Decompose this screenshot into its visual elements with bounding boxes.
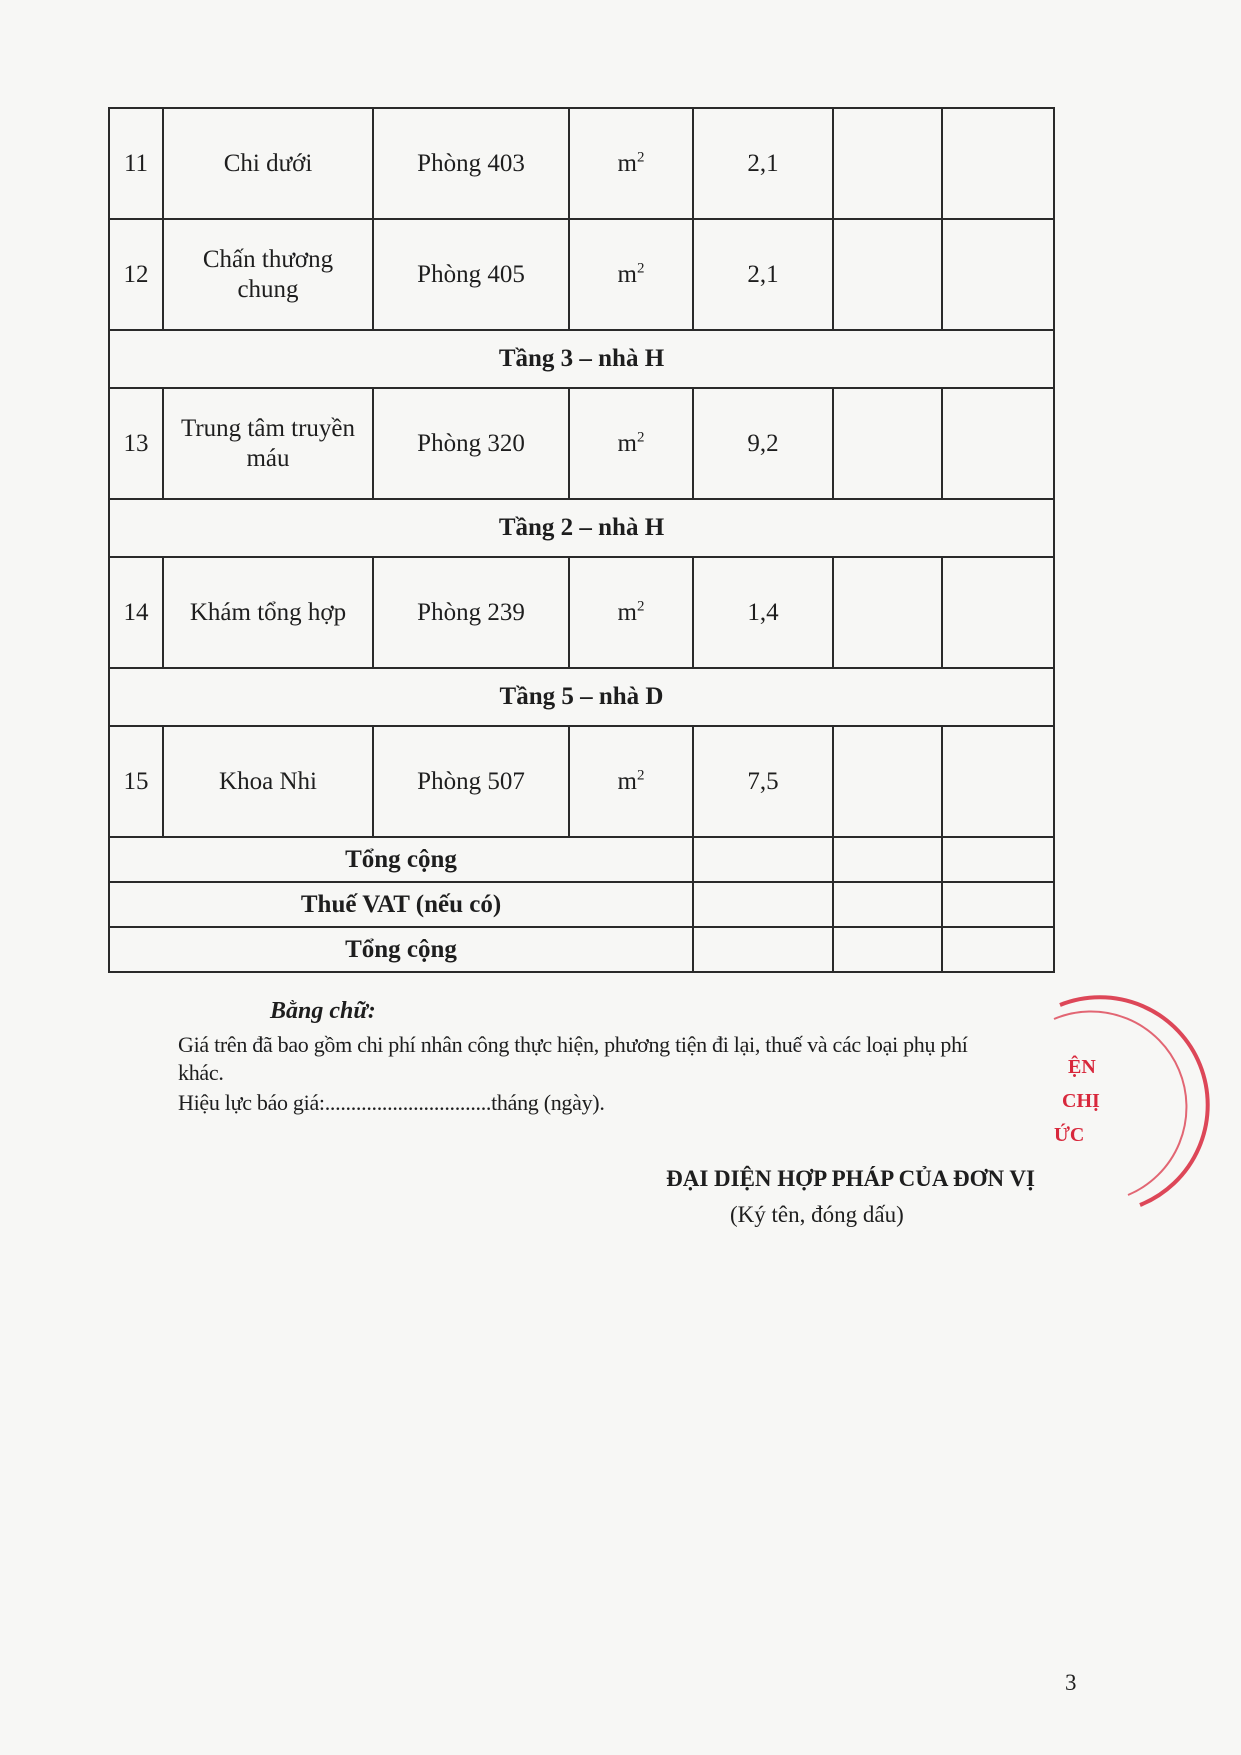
in-words-label: Bằng chữ: bbox=[270, 998, 376, 1024]
stamp-text-line: CHỊ bbox=[1062, 1090, 1100, 1112]
unit-cell bbox=[569, 557, 693, 668]
amount-cell bbox=[942, 108, 1054, 219]
total-empty-cell bbox=[693, 882, 833, 927]
price-note: Giá trên đã bao gồm chi phí nhân công thực hiện, phương tiện đi lại, thuế và các loại phụ phí bbox=[178, 1032, 968, 1057]
total-empty-cell bbox=[942, 882, 1054, 927]
total-empty-cell bbox=[833, 882, 942, 927]
unit-base: m bbox=[617, 260, 637, 288]
floor-section-label: Tầng 2 – nhà H bbox=[109, 499, 1054, 557]
quantity-cell: 7,5 bbox=[693, 726, 833, 837]
unit-exponent: 2 bbox=[636, 260, 645, 277]
unit-price-cell bbox=[833, 557, 942, 668]
location-cell: Phòng 405 bbox=[373, 219, 569, 330]
representative-title: ĐẠI DIỆN HỢP PHÁP CỦA ĐƠN VỊ bbox=[666, 1166, 1035, 1191]
floor-section-row bbox=[109, 668, 1054, 726]
unit-cell bbox=[569, 219, 693, 330]
unit-price-cell bbox=[833, 726, 942, 837]
location-cell: Phòng 403 bbox=[373, 108, 569, 219]
row-number: 12 bbox=[109, 219, 163, 330]
red-seal-stamp bbox=[1040, 985, 1230, 1225]
row-number: 15 bbox=[109, 726, 163, 837]
quantity-cell: 2,1 bbox=[693, 219, 833, 330]
location-cell: Phòng 507 bbox=[373, 726, 569, 837]
unit-exponent: 2 bbox=[636, 149, 645, 166]
unit-cell bbox=[569, 388, 693, 499]
amount-cell bbox=[942, 726, 1054, 837]
amount-cell bbox=[942, 388, 1054, 499]
amount-cell bbox=[942, 557, 1054, 668]
location-cell: Phòng 239 bbox=[373, 557, 569, 668]
row-number: 11 bbox=[109, 108, 163, 219]
total-empty-cell bbox=[833, 837, 942, 882]
unit-price-cell bbox=[833, 108, 942, 219]
table-row bbox=[109, 726, 1054, 837]
price-note-continued: khác. bbox=[178, 1060, 224, 1085]
total-empty-cell bbox=[942, 927, 1054, 972]
stamp-text-line: ỨC bbox=[1054, 1124, 1085, 1146]
floor-section-label: Tầng 5 – nhà D bbox=[109, 668, 1054, 726]
total-label: Thuế VAT (nếu có) bbox=[109, 882, 693, 927]
total-empty-cell bbox=[942, 837, 1054, 882]
stamp-text-line: ỆN bbox=[1068, 1056, 1096, 1078]
unit-base: m bbox=[617, 767, 637, 795]
row-number: 13 bbox=[109, 388, 163, 499]
total-row bbox=[109, 882, 1054, 927]
quotation-table bbox=[108, 107, 1055, 973]
quantity-cell: 9,2 bbox=[693, 388, 833, 499]
unit-cell bbox=[569, 108, 693, 219]
table-row bbox=[109, 108, 1054, 219]
total-row bbox=[109, 927, 1054, 972]
total-label: Tổng cộng bbox=[109, 927, 693, 972]
unit-exponent: 2 bbox=[636, 598, 645, 615]
quantity-cell: 2,1 bbox=[693, 108, 833, 219]
table-body bbox=[109, 108, 1054, 972]
unit-price-cell bbox=[833, 388, 942, 499]
total-label: Tổng cộng bbox=[109, 837, 693, 882]
department-cell: Chấn thương chung bbox=[163, 219, 373, 330]
unit-exponent: 2 bbox=[636, 429, 645, 446]
department-cell: Chi dưới bbox=[163, 108, 373, 219]
unit-exponent: 2 bbox=[636, 767, 645, 784]
row-number: 14 bbox=[109, 557, 163, 668]
unit-price-cell bbox=[833, 219, 942, 330]
table-row bbox=[109, 388, 1054, 499]
floor-section-label: Tầng 3 – nhà H bbox=[109, 330, 1054, 388]
total-empty-cell bbox=[833, 927, 942, 972]
quote-validity: Hiệu lực báo giá:................................tháng (ngày). bbox=[178, 1090, 605, 1115]
department-cell: Trung tâm truyền máu bbox=[163, 388, 373, 499]
unit-cell bbox=[569, 726, 693, 837]
quantity-cell: 1,4 bbox=[693, 557, 833, 668]
total-row bbox=[109, 837, 1054, 882]
floor-section-row bbox=[109, 499, 1054, 557]
page-number: 3 bbox=[1065, 1670, 1077, 1695]
table-row bbox=[109, 219, 1054, 330]
unit-base: m bbox=[617, 149, 637, 177]
representative-sign-note: (Ký tên, đóng dấu) bbox=[730, 1202, 904, 1227]
total-empty-cell bbox=[693, 927, 833, 972]
table-row bbox=[109, 557, 1054, 668]
location-cell: Phòng 320 bbox=[373, 388, 569, 499]
unit-base: m bbox=[617, 598, 637, 626]
unit-base: m bbox=[617, 429, 637, 457]
floor-section-row bbox=[109, 330, 1054, 388]
department-cell: Khám tổng hợp bbox=[163, 557, 373, 668]
department-cell: Khoa Nhi bbox=[163, 726, 373, 837]
total-empty-cell bbox=[693, 837, 833, 882]
amount-cell bbox=[942, 219, 1054, 330]
